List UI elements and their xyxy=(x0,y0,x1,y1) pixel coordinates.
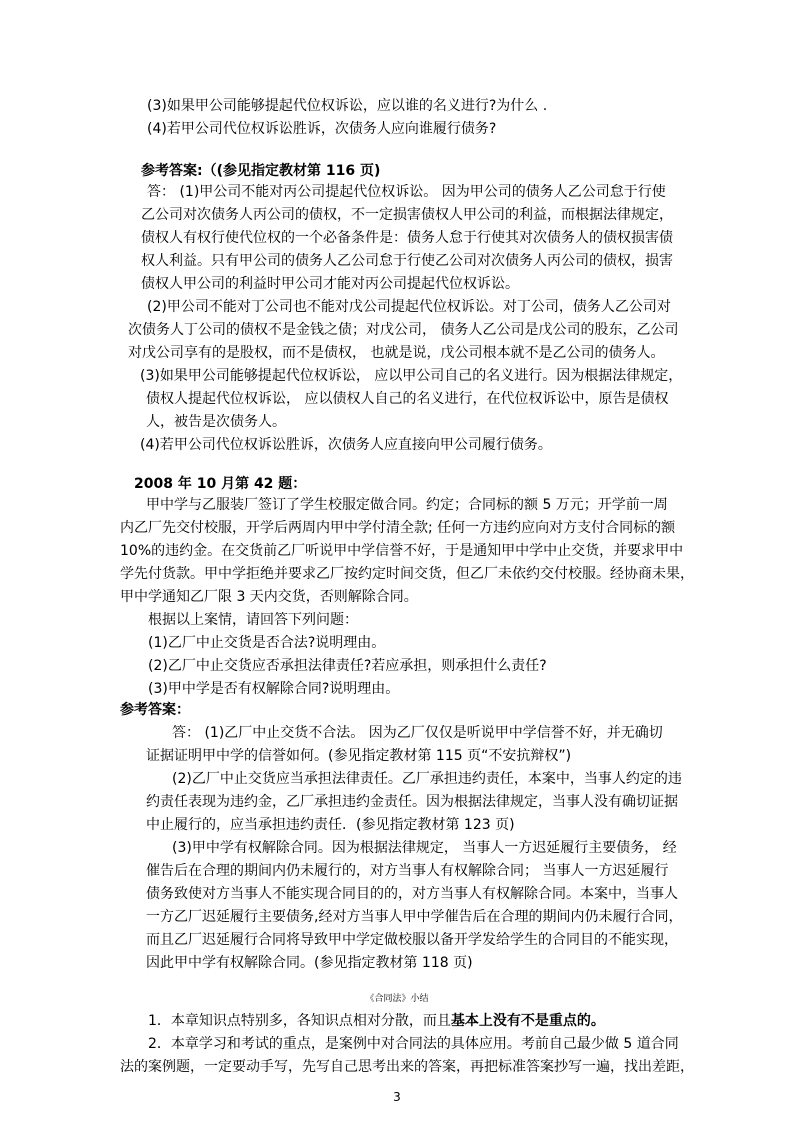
summary-point-1 xyxy=(148,1012,605,1030)
answer-paragraph-line: 中止履行的，应当承担违约责任．(参见指定教材第 123 页) xyxy=(146,817,515,833)
summary-point-2-continued: 法的案例题，一定要动手写，先写自己思考出来的答案，再把标准答案抄写一遍，找出差距， xyxy=(120,1059,694,1075)
answer-paragraph-line: 乙公司对次债务人丙公司的债权，不一定损害债权人甲公司的利益，而根据法律规定， xyxy=(141,207,673,223)
answer-paragraph-line: (2)乙厂中止交货应当承担法律责任。乙厂承担违约责任，本案中，当事人约定的违 xyxy=(172,771,682,787)
case-paragraph-line: 内乙厂先交付校服，开学后两周内甲中学付清全款; 任何一方违约应向对方支付合同标的额 xyxy=(120,520,676,536)
case-question-line: (3)甲中学是否有权解除合同?说明理由。 xyxy=(148,681,400,697)
answer-paragraph-line: (2)甲公司不能对丁公司也不能对戊公司提起代位权诉讼。对丁公司，债务人乙公司对 xyxy=(147,299,671,315)
summary-title: 《合同法》小结 xyxy=(365,994,429,1004)
answer-paragraph-line: 次债务人丁公司的债权不是金钱之债；对戊公司， 债务人乙公司是戊公司的股东，乙公司 xyxy=(128,322,679,338)
question-4-text: (4)若甲公司代位权诉讼胜诉，次债务人应向谁履行债务? xyxy=(147,121,497,137)
answer-paragraph-line: 而且乙厂迟延履行合同将导致甲中学定做校服以备开学发给学生的合同目的不能实现， xyxy=(146,932,678,948)
case-paragraph-line: 10%的违约金。在交货前乙厂听说甲中学信誉不好，于是通知甲中学中止交货，并要求甲中 xyxy=(120,543,684,559)
answer-paragraph-line: (3)如果甲公司能够提起代位权诉讼， 应以甲公司自己的名义进行。因为根据法律规定， xyxy=(140,368,683,384)
answer-paragraph-line: 证据证明甲中学的信誉如何。(参见指定教材第 115 页“不安抗辩权”) xyxy=(146,748,572,764)
case-question-line: (1)乙厂中止交货是否合法?说明理由。 xyxy=(148,635,386,651)
summary-point-1-text: 1．本章知识点特别多，各知识点相对分散，而且 xyxy=(148,1013,451,1029)
answer-paragraph-line: 对戊公司享有的是股权，而不是债权， 也就是说，戊公司根本就不是乙公司的债务人。 xyxy=(128,345,665,361)
case-paragraph-line: 甲中学与乙服装厂签订了学生校服定做合同。约定；合同标的额 5 万元；开学前一周 xyxy=(146,497,668,513)
summary-point-1-emphasis: 基本上没有不是重点的。 xyxy=(450,1013,605,1029)
answer-paragraph-line: 一方乙厂迟延履行主要债务,经对方当事人甲中学催告后在合理的期间内仍未履行合同， xyxy=(146,909,683,925)
answer-paragraph-line: 催告后在合理的期间内仍未履行的，对方当事人有权解除合同； 当事人一方迟延履行 xyxy=(146,863,669,879)
page-number: 3 xyxy=(393,1090,401,1104)
answer-paragraph-line: 答： (1)乙厂中止交货不合法。 因为乙厂仅仅是听说甲中学信誉不好，并无确切 xyxy=(172,725,663,741)
answer-paragraph-line: 人，被告是次债务人。 xyxy=(146,414,286,430)
answer-paragraph-line: (4)若甲公司代位权诉讼胜诉，次债务人应直接向甲公司履行债务。 xyxy=(140,437,552,453)
answer-heading: 参考答案:（(参见指定教材第 116 页) xyxy=(141,163,381,179)
answer-paragraph-line: 约责任表现为违约金，乙厂承担违约金责任。因为根据法律规定，当事人没有确切证据 xyxy=(146,794,678,810)
answer-paragraph-line: 答： (1)甲公司不能对丙公司提起代位权诉讼。 因为甲公司的债务人乙公司怠于行使 xyxy=(147,184,666,200)
answer-paragraph-line: 债权人甲公司的利益时甲公司才能对丙公司提起代位权诉讼。 xyxy=(141,276,519,292)
answer-heading: 参考答案： xyxy=(120,702,190,718)
case-paragraph-line: 学先付货款。甲中学拒绝并要求乙厂按约定时间交货，但乙厂未依约交付校服。经协商未果， xyxy=(120,566,694,582)
summary-point-2: 2．本章学习和考试的重点，是案例中对合同法的具体应用。考前自己最少做 5 道合同 xyxy=(148,1036,679,1052)
answer-paragraph-line: 债权人提起代位权诉讼， 应以债权人自己的名义进行，在代位权诉讼中，原告是债权 xyxy=(146,391,669,407)
answer-paragraph-line: 因此甲中学有权解除合同。(参见指定教材第 118 页) xyxy=(146,955,473,971)
answer-paragraph-line: 权人利益。只有甲公司的债务人乙公司怠于行使乙公司对次债务人丙公司的债权，损害 xyxy=(141,253,673,269)
answer-paragraph-line: 债务致使对方当事人不能实现合同目的的，对方当事人有权解除合同。本案中，当事人 xyxy=(146,886,678,902)
case-question-line: (2)乙厂中止交货应否承担法律责任?若应承担，则承担什么责任? xyxy=(148,658,547,674)
exam-question-heading: 2008 年 10 月第 42 题： xyxy=(134,476,307,492)
answer-paragraph-line: 债权人有权行使代位权的一个必备条件是：债务人怠于行使其对次债务人的债权损害债 xyxy=(141,230,673,246)
case-paragraph-line: 甲中学通知乙厂限 3 天内交货，否则解除合同。 xyxy=(120,589,418,605)
question-3-text: (3)如果甲公司能够提起代位权诉讼，应以谁的名义进行?为什么 . xyxy=(147,98,548,114)
case-prompt-line: 根据以上案情，请回答下列问题： xyxy=(148,612,358,628)
answer-paragraph-line: (3)甲中学有权解除合同。因为根据法律规定， 当事人一方迟延履行主要债务， 经 xyxy=(172,840,677,856)
